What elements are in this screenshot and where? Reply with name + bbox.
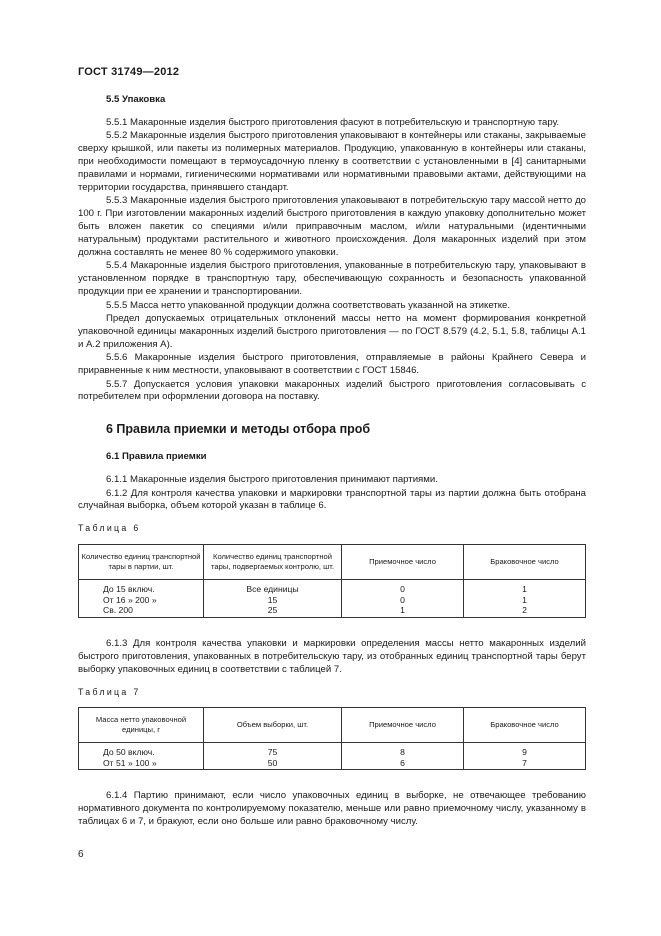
paragraph-5-5-7: 5.5.7 Допускается условия упаковки макаронных изделий быстрого приготовления согласовывать с потребителем при оформлении договора на поставку. — [78, 378, 586, 403]
table-cell: 1 — [464, 595, 586, 606]
paragraph-6-1-3: 6.1.3 Для контроля качества упаковки и маркировки определения массы нетто макаронных изделий быстрого приготовления, упакованных в потребительскую тару, из отобранных единиц транспортной тары берут выборку упаковочных единиц в соответствии с таблицей 7. — [78, 637, 586, 675]
table-cell: 6 — [342, 758, 464, 770]
subsection-heading-6-1: 6.1 Правила приемки — [106, 451, 207, 463]
table-7-header-acceptance: Приемочное число — [342, 708, 464, 743]
table-cell: 7 — [464, 758, 586, 770]
table-6 — [78, 544, 586, 618]
table-7-header-rejection: Браковочное число — [464, 708, 586, 743]
table-6-header-acceptance: Приемочное число — [342, 545, 464, 580]
table-cell: 15 — [204, 595, 342, 606]
table-cell: 50 — [204, 758, 342, 770]
paragraph-6-1-1: 6.1.1 Макаронные изделия быстрого приготовления принимают партиями. — [106, 474, 438, 486]
table-cell: 2 — [464, 605, 586, 617]
paragraph-5-5-1: 5.5.1 Макаронные изделия быстрого приготовления фасуют в потребительскую и транспортную тару. — [106, 116, 560, 128]
table-7-caption: Таблица 7 — [78, 686, 141, 697]
table-7-header-net-mass: Масса нетто упаковочной единицы, г — [79, 708, 204, 743]
paragraph-5-5-2: 5.5.2 Макаронные изделия быстрого приготовления упаковывают в контейнеры или стаканы, закрываемые сверху крышкой, или пакеты из полимерных материалов. Продукцию, упакованную в контейнеры или стаканы, при необходимости помещают в термоусадочную пленку в соответствии с установленными в [4] санитарными правилами и нормами, гигиеническими нормативами или нормативными правовыми актами, действующими на территории государства, принявшего стандарт. — [78, 130, 586, 193]
paragraph-6-1-2: 6.1.2 Для контроля качества упаковки и маркировки транспортной тары из партии должна быть отобрана случайная выборка, объем которой указан в таблице 6. — [78, 487, 586, 512]
table-7 — [78, 707, 586, 770]
table-cell: 0 — [342, 595, 464, 606]
subsection-heading-5-5: 5.5 Упаковка — [106, 94, 166, 105]
paragraph-5-5-5: 5.5.5 Масса нетто упакованной продукции должна соответствовать указанной на этикетке. — [106, 299, 511, 311]
table-cell: Все единицы — [204, 580, 342, 595]
paragraph-5-5-3: 5.5.3 Макаронные изделия быстрого приготовления упаковывают в потребительскую тару массой нетто до 100 г. При изготовлении макаронных изделий быстрого приготовления в каждую упаковку дополнительно может быть вложен пакетик со специями и/или приправочным маслом, и/или натуральными (идентичными натуральным) продуктами растительного и животного происхождения. Доля макаронных изделий при этом должна составлять не менее 80 % содержимого упаковки. — [78, 195, 586, 258]
page-number: 6 — [78, 849, 84, 860]
document-header: ГОСТ 31749—2012 — [78, 66, 180, 78]
paragraph-6-1-4: 6.1.4 Партию принимают, если число упаковочных единиц в выборке, не отвечающее требованию нормативного документа по контролируемому показателю, меньше или равно приемочному числу, указанному в таблицах 6 и 7, и бракуют, если оно больше или равно браковочному числу. — [78, 790, 586, 828]
paragraph-mass-tolerance: Предел допускаемых отрицательных отклонений массы нетто на момент формирования конкретной упаковочной единицы макаронных изделий быстрого приготовления — по ГОСТ 8.579 (4.2, 5.1, 5.8, таблицы А.1 и А.2 приложения А). — [78, 313, 586, 350]
paragraph-5-5-6: 5.5.6 Макаронные изделия быстрого приготовления, отправляемые в районы Крайнего Севера и приравненные к ним местности, упаковывают в соответствии с ГОСТ 15846. — [78, 352, 586, 377]
table-row — [79, 758, 586, 770]
table-row — [79, 595, 586, 606]
table-cell: От 51 » 100 » — [79, 758, 204, 770]
table-6-header-sample-size: Количество единиц транспортной тары, подвергаемых контролю, шт. — [204, 545, 342, 580]
table-row — [79, 580, 586, 595]
table-cell: 25 — [204, 605, 342, 617]
table-cell: От 16 » 200 » — [79, 595, 204, 606]
table-cell: 1 — [464, 580, 586, 595]
table-cell: 0 — [342, 580, 464, 595]
table-cell: 1 — [342, 605, 464, 617]
table-cell: До 50 включ. — [79, 743, 204, 758]
document-body — [78, 94, 586, 830]
table-cell: 75 — [204, 743, 342, 758]
table-cell: Св. 200 — [79, 605, 204, 617]
table-7-header-sample-size: Объем выборки, шт. — [204, 708, 342, 743]
section-title-6: 6 Правила приемки и методы отбора проб — [106, 422, 371, 437]
paragraph-5-5-4: 5.5.4 Макаронные изделия быстрого приготовления, упакованные в потребительскую тару, упаковывают в установленном порядке в транспортную тару, обеспечивающую сохранность и безопасность упакованной продукции при ее хранении и транспортировании. — [78, 260, 586, 298]
table-6-header-rejection: Браковочное число — [464, 545, 586, 580]
table-6-caption: Таблица 6 — [78, 523, 141, 534]
table-row — [79, 743, 586, 758]
table-cell: 9 — [464, 743, 586, 758]
table-row — [79, 605, 586, 617]
table-cell: 8 — [342, 743, 464, 758]
table-cell: До 15 включ. — [79, 580, 204, 595]
table-6-header-lot-size: Количество единиц транспортной тары в партии, шт. — [79, 545, 204, 580]
